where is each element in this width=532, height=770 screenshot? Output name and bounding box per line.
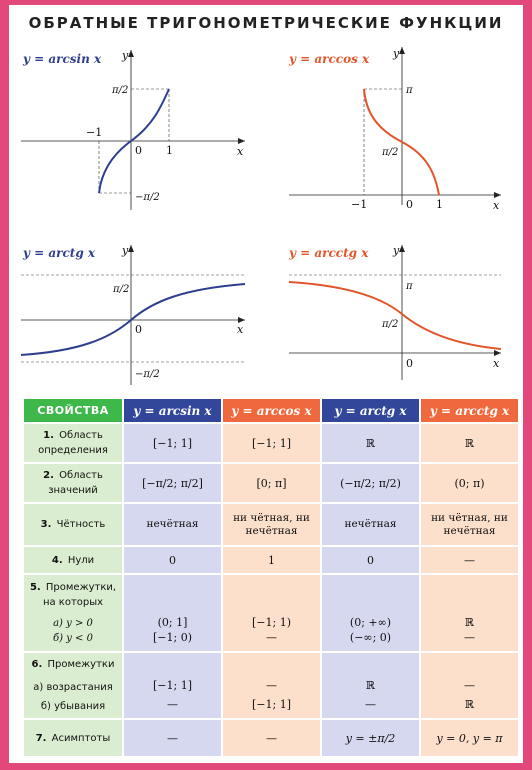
table-row: [24, 653, 520, 720]
table-row: [24, 464, 520, 504]
tick-pi-half: π/2: [112, 85, 129, 96]
graph-arcctg-label: y = arcctg x: [289, 246, 369, 260]
prop-asymptotes: 7. Асимптоты: [24, 720, 124, 758]
x-axis-arrow: [494, 350, 501, 356]
prop-sign-intervals: 5. Промежутки, на которых а) y > 0 б) y < 0: [24, 575, 124, 653]
cell: (−π/2; π/2): [322, 464, 421, 504]
cell: [−1; 1]: [124, 424, 223, 464]
tick-minus-pi-half: −π/2: [135, 369, 160, 380]
arccos-curve: [364, 89, 439, 195]
cell: 0: [322, 547, 421, 575]
cell: ℝ —: [421, 575, 520, 653]
poster-card: [9, 5, 523, 763]
cell: —: [223, 720, 322, 758]
cell: y = ±π/2: [322, 720, 421, 758]
cell: ℝ: [421, 424, 520, 464]
cell: [−1; 1] —: [124, 653, 223, 720]
page-title: ОБРАТНЫЕ ТРИГОНОМЕТРИЧЕСКИЕ ФУНКЦИИ: [28, 14, 504, 32]
x-axis-arrow: [494, 192, 501, 198]
table-row: [24, 575, 520, 653]
properties-table: [24, 399, 520, 758]
y-axis-arrow: [128, 245, 134, 252]
graph-arccos: [288, 47, 501, 212]
tick-zero: 0: [406, 198, 413, 211]
header-arccos: y = arccos x: [223, 399, 322, 424]
prop-parity: 3. Чётность: [24, 504, 124, 547]
cell: [0; π]: [223, 464, 322, 504]
graph-arcsin: [21, 49, 245, 210]
y-axis-label: y: [122, 244, 129, 257]
tick-one: 1: [166, 144, 173, 157]
sub-positive: а) y > 0: [53, 618, 93, 629]
header-properties: СВОЙСТВА: [24, 399, 124, 424]
x-axis-label: x: [237, 145, 244, 158]
tick-minus-pi-half: −π/2: [135, 192, 160, 203]
prop-range: 2. Область значений: [24, 464, 124, 504]
tick-pi: π: [406, 85, 413, 96]
sub-increasing: а) возрастания: [33, 682, 113, 693]
tick-pi-half: π/2: [382, 147, 399, 158]
table-row: [24, 424, 520, 464]
cell: (0; 1] [−1; 0): [124, 575, 223, 653]
graph-arcctg: [288, 244, 501, 380]
cell: y = 0, y = π: [421, 720, 520, 758]
y-axis-label: y: [393, 47, 400, 60]
cell: (0; +∞) (−∞; 0): [322, 575, 421, 653]
table-row: [24, 547, 520, 575]
table-header-row: [24, 399, 520, 424]
graph-arccos-label: y = arccos x: [289, 52, 370, 66]
x-axis-label: x: [493, 357, 500, 370]
cell: ℝ: [322, 424, 421, 464]
tick-pi-half: π/2: [113, 284, 130, 295]
x-axis-label: x: [493, 199, 500, 212]
y-axis-label: y: [393, 244, 400, 257]
sub-negative: б) y < 0: [53, 633, 93, 644]
cell: нечётная: [322, 504, 421, 547]
cell: ни чётная, ни нечётная: [421, 504, 520, 547]
cell: —: [124, 720, 223, 758]
cell: [−π/2; π/2]: [124, 464, 223, 504]
cell: [−1; 1]: [223, 424, 322, 464]
cell: ℝ —: [322, 653, 421, 720]
graphs-area: [9, 5, 523, 395]
graph-arctg-label: y = arctg x: [23, 246, 96, 260]
y-axis-label: y: [122, 49, 129, 62]
table-row: [24, 504, 520, 547]
cell: (0; π): [421, 464, 520, 504]
y-axis-arrow: [399, 245, 405, 252]
tick-zero: 0: [406, 357, 413, 370]
cell: — ℝ: [421, 653, 520, 720]
header-arctg: y = arctg x: [322, 399, 421, 424]
tick-pi: π: [406, 281, 413, 292]
arcctg-curve: [289, 282, 501, 349]
tick-one: 1: [436, 198, 443, 211]
y-axis-arrow: [399, 47, 405, 54]
prop-domain: 1. Область определения: [24, 424, 124, 464]
cell: 1: [223, 547, 322, 575]
tick-zero: 0: [135, 144, 142, 157]
arctg-curve: [21, 284, 245, 355]
header-arcsin: y = arcsin x: [124, 399, 223, 424]
y-axis-arrow: [128, 50, 134, 57]
tick-pi-half: π/2: [382, 319, 399, 330]
tick-minus-one: −1: [351, 198, 368, 211]
prop-monotonic-intervals: 6. Промежутки а) возрастания б) убывания: [24, 653, 124, 720]
cell: —: [421, 547, 520, 575]
cell: [−1; 1) —: [223, 575, 322, 653]
cell: нечётная: [124, 504, 223, 547]
x-axis-arrow: [238, 138, 245, 144]
prop-zeros: 4. Нули: [24, 547, 124, 575]
cell: 0: [124, 547, 223, 575]
cell: — [−1; 1]: [223, 653, 322, 720]
x-axis-label: x: [237, 323, 244, 336]
sub-decreasing: б) убывания: [40, 701, 106, 712]
header-arcctg: y = arcctg x: [421, 399, 520, 424]
tick-minus-one: −1: [86, 126, 103, 139]
table-row: [24, 720, 520, 758]
cell: ни чётная, ни нечётная: [223, 504, 322, 547]
tick-zero: 0: [135, 323, 142, 336]
graph-arctg: [21, 244, 245, 385]
graph-arcsin-label: y = arcsin x: [23, 52, 102, 66]
